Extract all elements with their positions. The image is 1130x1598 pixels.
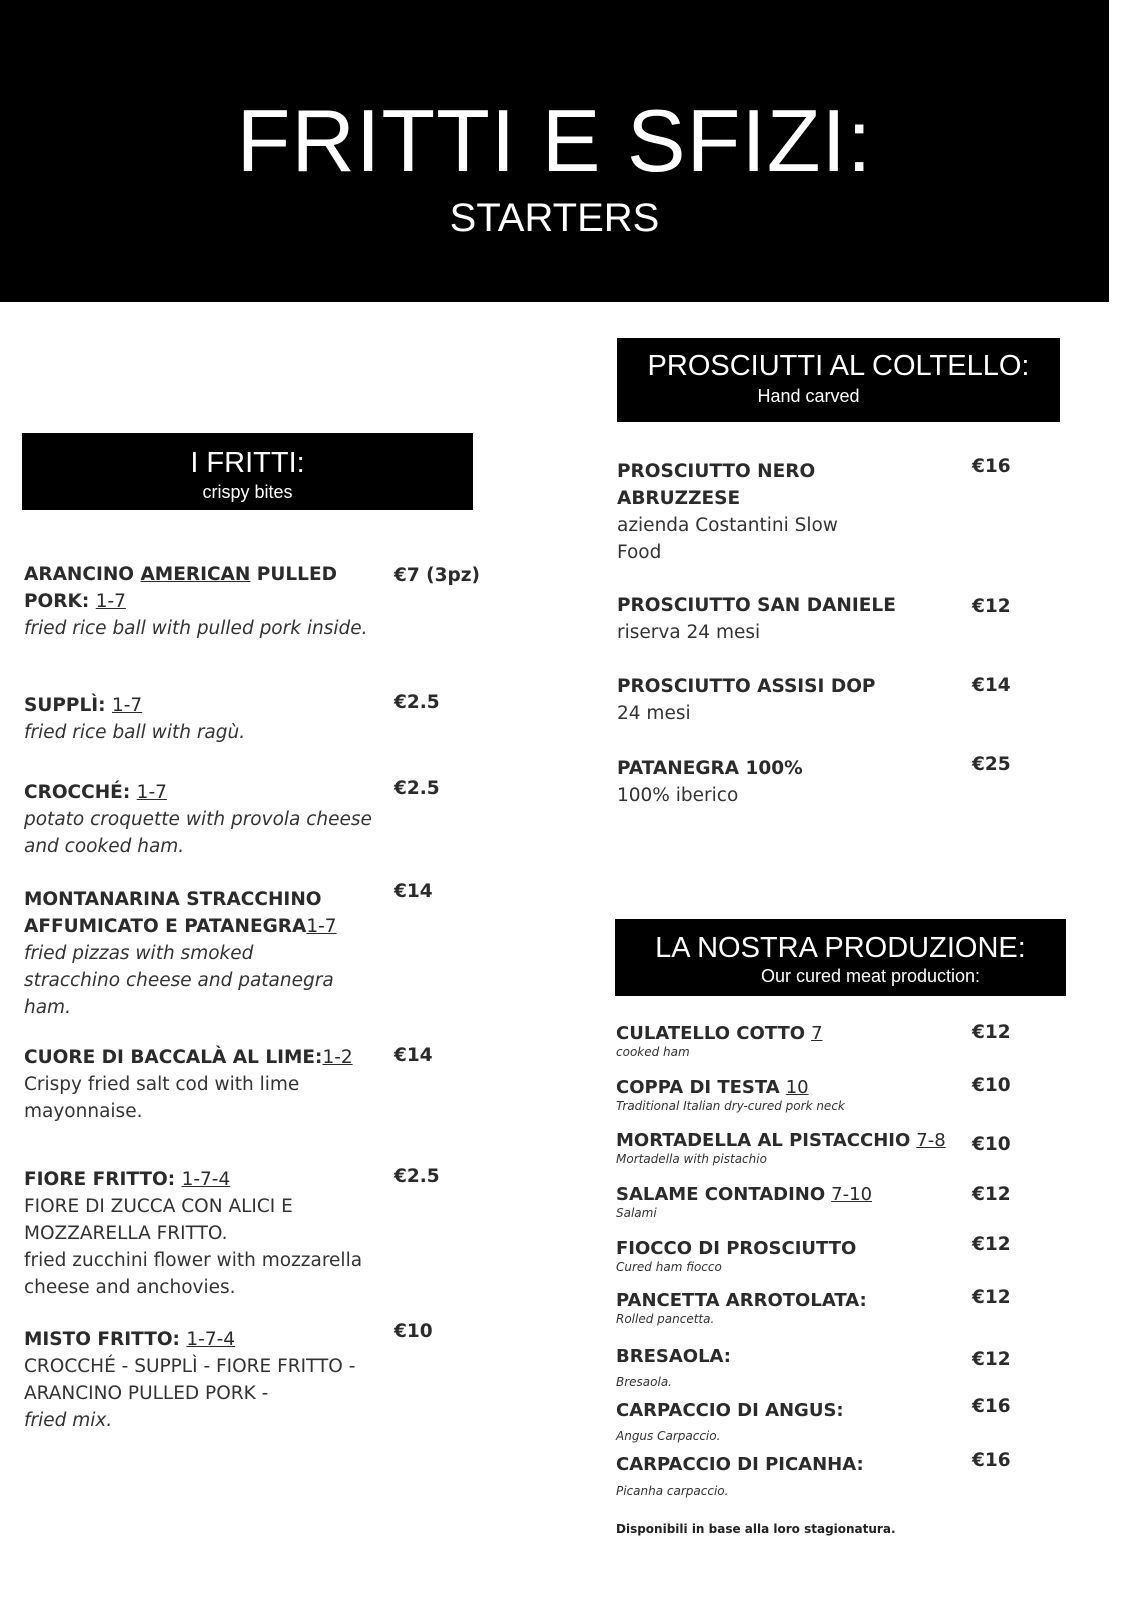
item-price: €14 [394, 1045, 433, 1066]
item-price: €7 (3pz) [394, 565, 480, 586]
item-description: fried rice ball with ragù. [24, 722, 246, 743]
item-description: Bresaola. [616, 1375, 672, 1389]
item-name: PROSCIUTTO ASSISI DOP [617, 676, 876, 697]
allergen-code: 7-10 [831, 1184, 873, 1205]
section-title: I FRITTI: [190, 447, 305, 479]
item-description: Mortadella with pistachio [616, 1152, 767, 1166]
menu-item-crocche [24, 779, 374, 860]
item-price: €16 [972, 1450, 1011, 1471]
menu-item-fiore-fritto [24, 1166, 364, 1301]
section-header-prosciutti [617, 338, 1060, 422]
item-description: 24 mesi [617, 703, 691, 724]
section-subtitle: crispy bites [202, 482, 293, 502]
page-header [0, 0, 1109, 302]
item-description: cooked ham [616, 1045, 690, 1059]
allergen-code: 1-7 [111, 695, 143, 716]
menu-item-bresaola: BRESAOLA: Bresaola. [616, 1346, 956, 1389]
section-header-fritti [22, 433, 473, 510]
item-name: CUORE DI BACCALÀ AL LIME:1-2 [24, 1047, 353, 1068]
section-title: PROSCIUTTI AL COLTELLO: [647, 350, 1030, 382]
allergen-code: 1-7 [136, 782, 167, 803]
item-name: SUPPLÌ: 1-7 [24, 695, 143, 716]
item-price: €12 [972, 1234, 1011, 1255]
item-description: Picanha carpaccio. [616, 1484, 729, 1498]
item-price: €12 [972, 1184, 1011, 1205]
menu-item-culatello: CULATELLO COTTO 7 cooked ham [616, 1023, 956, 1059]
menu-item-montanarina [24, 886, 344, 1021]
item-name: CROCCHÉ: 1-7 [24, 782, 167, 803]
item-price: €12 [972, 1287, 1011, 1308]
availability-note: Disponibili in base alla loro stagionatura. [616, 1522, 896, 1536]
item-description-it: CROCCHÉ - SUPPLÌ - FIORE FRITTO - ARANCINO PULLED PORK - [24, 1356, 356, 1404]
item-description: Rolled pancetta. [616, 1312, 715, 1326]
menu-item-fiocco: FIOCCO DI PROSCIUTTO Cured ham fiocco [616, 1238, 956, 1274]
item-description: fried rice ball with pulled pork inside. [24, 618, 368, 639]
menu-item-san-daniele [617, 592, 947, 646]
menu-item-suppli [24, 692, 374, 746]
allergen-code: 1-7 [306, 916, 337, 937]
item-description-en: fried mix. [24, 1410, 113, 1431]
item-name: MISTO FRITTO: 1-7-4 [24, 1329, 236, 1350]
item-price: €12 [972, 1022, 1011, 1043]
menu-item-baccala [24, 1044, 354, 1125]
page-subtitle: STARTERS [449, 196, 660, 240]
item-description-en: fried zucchini flower with mozzarella cheese and anchovies. [24, 1250, 363, 1298]
item-description: Salami [616, 1206, 657, 1220]
item-description: riserva 24 mesi [617, 622, 761, 643]
section-header-produzione [615, 919, 1066, 996]
item-price: €25 [972, 754, 1011, 775]
item-price: €2.5 [394, 778, 440, 799]
page-title: FRITTI E SFIZI: [236, 91, 873, 190]
allergen-code: 1-2 [322, 1047, 353, 1068]
item-description: Angus Carpaccio. [616, 1429, 721, 1443]
menu-item-assisi [617, 673, 947, 727]
menu-item-mortadella: MORTADELLA AL PISTACCHIO 7-8 Mortadella with pistachio [616, 1130, 956, 1166]
item-description: 100% iberico [617, 785, 739, 806]
item-description: potato croquette with provola cheese and cooked ham. [24, 809, 372, 857]
allergen-code: 1-7 [95, 591, 126, 612]
item-description: Crispy fried salt cod with lime mayonnaise. [24, 1074, 300, 1122]
section-subtitle: Hand carved [757, 386, 860, 406]
item-name: PATANEGRA 100% [617, 758, 803, 779]
allergen-code: 1-7-4 [186, 1329, 236, 1350]
menu-item-carpaccio-picanha: CARPACCIO DI PICANHA: Picanha carpaccio. [616, 1454, 956, 1498]
item-price: €16 [972, 1396, 1011, 1417]
menu-item-coppa: COPPA DI TESTA 10 Traditional Italian dry-cured pork neck [616, 1077, 956, 1113]
menu-item-arancino [24, 561, 374, 642]
allergen-code: 1-7-4 [181, 1169, 231, 1190]
item-price: €14 [394, 881, 433, 902]
menu-item-patanegra [617, 755, 947, 809]
item-price: €10 [972, 1134, 1011, 1155]
item-name: PROSCIUTTO NERO ABRUZZESE [617, 461, 816, 509]
menu-item-salame: SALAME CONTADINO 7-10 Salami [616, 1184, 956, 1220]
allergen-code: 10 [785, 1077, 809, 1098]
item-name: PROSCIUTTO SAN DANIELE [617, 595, 896, 616]
menu-item-misto-fritto [24, 1326, 364, 1434]
item-price: €10 [394, 1321, 433, 1342]
item-description: fried pizzas with smoked stracchino cheese and patanegra ham. [24, 943, 334, 1018]
item-price: €2.5 [394, 692, 440, 713]
item-name: MONTANARINA STRACCHINO AFFUMICATO E PATANEGRA1-7 [24, 889, 337, 937]
allergen-code: 7 [811, 1023, 823, 1044]
item-description-it: FIORE DI ZUCCA CON ALICI E MOZZARELLA FRITTO. [24, 1196, 293, 1244]
item-price: €16 [972, 456, 1011, 477]
item-description: Traditional Italian dry-cured pork neck [616, 1099, 845, 1113]
item-price: €14 [972, 675, 1011, 696]
section-title: LA NOSTRA PRODUZIONE: [655, 932, 1026, 964]
item-price: €2.5 [394, 1166, 440, 1187]
item-price: €10 [972, 1075, 1011, 1096]
menu-item-pancetta: PANCETTA ARROTOLATA: Rolled pancetta. [616, 1290, 956, 1326]
item-price: €12 [972, 1349, 1011, 1370]
menu-item-prosciutto-nero [617, 458, 857, 566]
menu-item-carpaccio-angus: CARPACCIO DI ANGUS: Angus Carpaccio. [616, 1400, 956, 1443]
item-description: Cured ham fiocco [616, 1260, 722, 1274]
item-price: €12 [972, 596, 1011, 617]
allergen-code: 7-8 [916, 1130, 946, 1151]
item-name: FIORE FRITTO: 1-7-4 [24, 1169, 231, 1190]
item-description: azienda Costantini Slow Food [617, 515, 838, 563]
section-subtitle: Our cured meat production: [760, 966, 981, 986]
item-name: ARANCINO AMERICAN PULLED PORK: 1-7 [24, 564, 337, 612]
